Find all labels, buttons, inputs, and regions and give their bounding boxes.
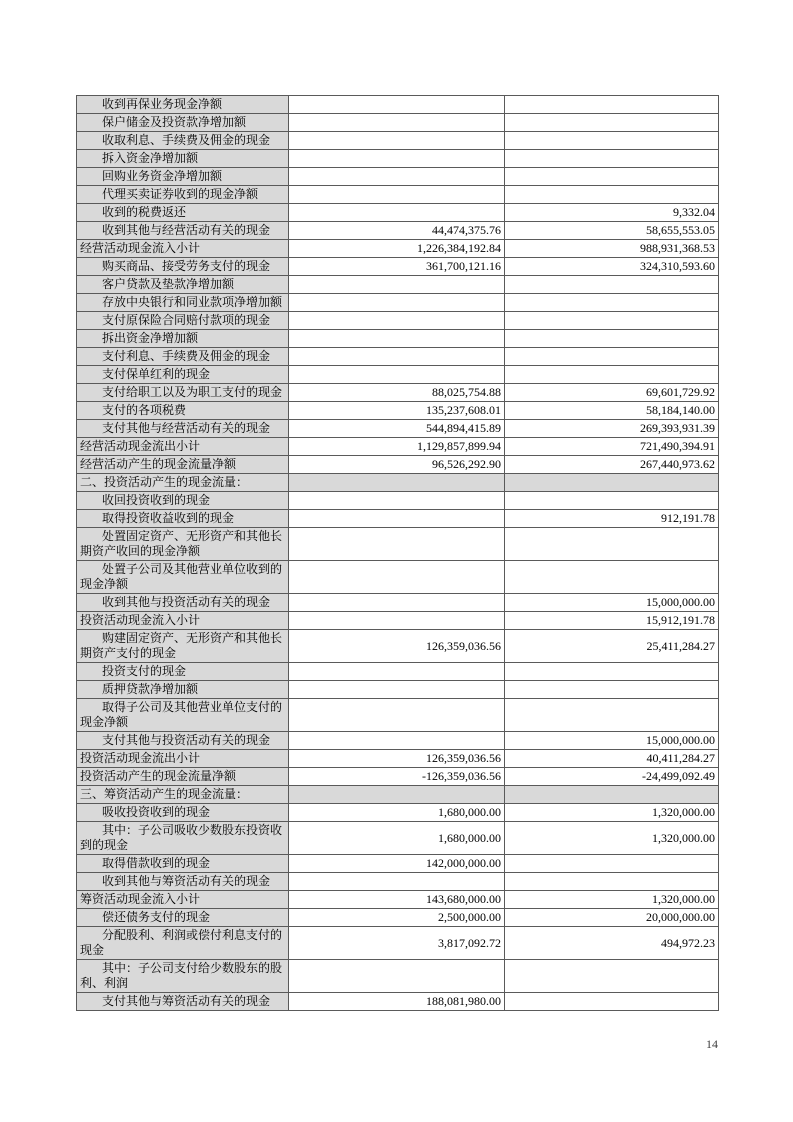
value-cell-col1 [289,873,505,891]
row-label-cell: 经营活动产生的现金流量净额 [77,456,289,474]
value-cell-col2: 721,490,394.91 [505,438,719,456]
table-row [77,927,719,960]
value-cell-col2: -24,499,092.49 [505,768,719,786]
row-label-cell: 收到的税费返还 [77,204,289,222]
value-cell-col2 [505,366,719,384]
row-label-cell: 投资支付的现金 [77,663,289,681]
table-row [77,630,719,663]
row-label-cell: 投资活动产生的现金流量净额 [77,768,289,786]
table-row [77,150,719,168]
row-label-cell: 分配股利、利润或偿付利息支付的现金 [77,927,289,960]
value-cell-col1: 44,474,375.76 [289,222,505,240]
value-cell-col2: 15,912,191.78 [505,612,719,630]
value-cell-col2: 58,655,553.05 [505,222,719,240]
row-label-cell: 支付的各项税费 [77,402,289,420]
value-cell-col2 [505,330,719,348]
row-label-cell: 收到其他与投资活动有关的现金 [77,594,289,612]
value-cell-col1: 96,526,292.90 [289,456,505,474]
row-label-cell: 支付其他与经营活动有关的现金 [77,420,289,438]
value-cell-col2 [505,168,719,186]
table-row [77,186,719,204]
table-row [77,330,719,348]
row-label-cell: 购建固定资产、无形资产和其他长期资产支付的现金 [77,630,289,663]
value-cell-col1: 1,680,000.00 [289,822,505,855]
row-label-cell: 收到其他与筹资活动有关的现金 [77,873,289,891]
value-cell-col1: 135,237,608.01 [289,402,505,420]
table-row [77,663,719,681]
value-cell-col1 [289,561,505,594]
table-row [77,132,719,150]
value-cell-col1: 361,700,121.16 [289,258,505,276]
row-label-cell: 收回投资收到的现金 [77,492,289,510]
row-label-cell: 代理买卖证券收到的现金净额 [77,186,289,204]
table-row [77,258,719,276]
value-cell-col2: 988,931,368.53 [505,240,719,258]
table-row [77,384,719,402]
row-label-cell: 经营活动现金流入小计 [77,240,289,258]
value-cell-col2 [505,150,719,168]
value-cell-col2: 25,411,284.27 [505,630,719,663]
row-label-cell: 偿还债务支付的现金 [77,909,289,927]
value-cell-col1 [289,612,505,630]
table-row [77,312,719,330]
value-cell-col2 [505,855,719,873]
value-cell-col2 [505,663,719,681]
value-cell-col2 [505,561,719,594]
value-cell-col1: -126,359,036.56 [289,768,505,786]
row-label-cell: 拆入资金净增加额 [77,150,289,168]
table-row [77,510,719,528]
value-cell-col1 [289,96,505,114]
value-cell-col1 [289,168,505,186]
value-cell-col1 [289,699,505,732]
table-row [77,348,719,366]
value-cell-col2 [505,312,719,330]
row-label-cell: 处置固定资产、无形资产和其他长期资产收回的现金净额 [77,528,289,561]
value-cell-col1: 188,081,980.00 [289,993,505,1011]
section-header-row [77,474,719,492]
value-cell-col1 [289,510,505,528]
table-row [77,528,719,561]
value-cell-col2: 15,000,000.00 [505,594,719,612]
value-cell-col2 [505,276,719,294]
table-row [77,96,719,114]
cash-flow-statement-table [76,95,719,1011]
table-row [77,699,719,732]
table-row [77,294,719,312]
row-label-cell: 拆出资金净增加额 [77,330,289,348]
table-row [77,594,719,612]
value-cell-col2: 69,601,729.92 [505,384,719,402]
value-cell-col1 [289,114,505,132]
value-cell-col1 [289,186,505,204]
value-cell-col1 [289,492,505,510]
value-cell-col2: 912,191.78 [505,510,719,528]
value-cell-col1: 1,226,384,192.84 [289,240,505,258]
table-row [77,681,719,699]
table-row [77,276,719,294]
row-label-cell: 支付给职工以及为职工支付的现金 [77,384,289,402]
value-cell-col1: 143,680,000.00 [289,891,505,909]
value-cell-col2 [505,681,719,699]
value-cell-col1 [289,204,505,222]
value-cell-col1 [289,786,505,804]
table-row [77,993,719,1011]
table-row [77,456,719,474]
value-cell-col1: 88,025,754.88 [289,384,505,402]
value-cell-col2 [505,528,719,561]
value-cell-col1 [289,594,505,612]
row-label-cell: 支付其他与投资活动有关的现金 [77,732,289,750]
row-label-cell: 购买商品、接受劳务支付的现金 [77,258,289,276]
value-cell-col2 [505,993,719,1011]
row-label-cell: 取得投资收益收到的现金 [77,510,289,528]
value-cell-col2 [505,786,719,804]
table-row [77,240,719,258]
table-row [77,855,719,873]
table-row [77,768,719,786]
row-label-cell: 筹资活动现金流入小计 [77,891,289,909]
value-cell-col2: 1,320,000.00 [505,804,719,822]
row-label-cell: 经营活动现金流出小计 [77,438,289,456]
row-label-cell: 二、投资活动产生的现金流量： [77,474,289,492]
value-cell-col1 [289,960,505,993]
value-cell-col2: 20,000,000.00 [505,909,719,927]
value-cell-col1 [289,732,505,750]
value-cell-col2 [505,492,719,510]
row-label-cell: 投资活动现金流入小计 [77,612,289,630]
table-row [77,891,719,909]
row-label-cell: 收取利息、手续费及佣金的现金 [77,132,289,150]
table-row [77,873,719,891]
table-row [77,732,719,750]
value-cell-col2: 1,320,000.00 [505,891,719,909]
value-cell-col1: 1,680,000.00 [289,804,505,822]
row-label-cell: 取得子公司及其他营业单位支付的现金净额 [77,699,289,732]
value-cell-col2 [505,294,719,312]
table-row [77,822,719,855]
value-cell-col2 [505,348,719,366]
value-cell-col2: 494,972.23 [505,927,719,960]
row-label-cell: 收到再保业务现金净额 [77,96,289,114]
value-cell-col1: 1,129,857,899.94 [289,438,505,456]
table-row [77,402,719,420]
row-label-cell: 存放中央银行和同业款项净增加额 [77,294,289,312]
table-row [77,420,719,438]
table-row [77,492,719,510]
value-cell-col2: 269,393,931.39 [505,420,719,438]
row-label-cell: 三、筹资活动产生的现金流量： [77,786,289,804]
value-cell-col2 [505,186,719,204]
row-label-cell: 回购业务资金净增加额 [77,168,289,186]
value-cell-col2: 58,184,140.00 [505,402,719,420]
value-cell-col1 [289,330,505,348]
table-row [77,909,719,927]
table-row [77,960,719,993]
value-cell-col1 [289,474,505,492]
table-row [77,612,719,630]
row-label-cell: 质押贷款净增加额 [77,681,289,699]
value-cell-col1 [289,366,505,384]
value-cell-col2 [505,132,719,150]
value-cell-col1: 126,359,036.56 [289,630,505,663]
row-label-cell: 支付保单红利的现金 [77,366,289,384]
table-row [77,114,719,132]
table-row [77,804,719,822]
table-row [77,366,719,384]
page-number: 14 [706,1037,718,1051]
row-label-cell: 支付其他与筹资活动有关的现金 [77,993,289,1011]
value-cell-col1 [289,663,505,681]
row-label-cell: 客户贷款及垫款净增加额 [77,276,289,294]
value-cell-col1 [289,681,505,699]
value-cell-col2: 267,440,973.62 [505,456,719,474]
row-label-cell: 其中：子公司支付给少数股东的股利、利润 [77,960,289,993]
table-row [77,222,719,240]
value-cell-col1 [289,132,505,150]
cash-flow-table-body [77,96,719,1011]
row-label-cell: 取得借款收到的现金 [77,855,289,873]
value-cell-col2 [505,873,719,891]
value-cell-col2 [505,699,719,732]
value-cell-col2 [505,474,719,492]
section-header-row [77,786,719,804]
row-label-cell: 支付利息、手续费及佣金的现金 [77,348,289,366]
value-cell-col2: 1,320,000.00 [505,822,719,855]
value-cell-col2: 324,310,593.60 [505,258,719,276]
table-row [77,168,719,186]
table-row [77,750,719,768]
value-cell-col2: 9,332.04 [505,204,719,222]
table-row [77,438,719,456]
value-cell-col2: 40,411,284.27 [505,750,719,768]
value-cell-col2 [505,960,719,993]
row-label-cell: 收到其他与经营活动有关的现金 [77,222,289,240]
value-cell-col1 [289,150,505,168]
table-row [77,204,719,222]
value-cell-col1 [289,528,505,561]
value-cell-col1 [289,312,505,330]
value-cell-col1: 142,000,000.00 [289,855,505,873]
value-cell-col1: 126,359,036.56 [289,750,505,768]
row-label-cell: 处置子公司及其他营业单位收到的现金净额 [77,561,289,594]
value-cell-col1 [289,294,505,312]
row-label-cell: 保户储金及投资款净增加额 [77,114,289,132]
row-label-cell: 支付原保险合同赔付款项的现金 [77,312,289,330]
value-cell-col2: 15,000,000.00 [505,732,719,750]
row-label-cell: 吸收投资收到的现金 [77,804,289,822]
value-cell-col1 [289,276,505,294]
value-cell-col2 [505,114,719,132]
row-label-cell: 其中：子公司吸收少数股东投资收到的现金 [77,822,289,855]
value-cell-col1: 3,817,092.72 [289,927,505,960]
value-cell-col1: 544,894,415.89 [289,420,505,438]
value-cell-col1: 2,500,000.00 [289,909,505,927]
row-label-cell: 投资活动现金流出小计 [77,750,289,768]
value-cell-col1 [289,348,505,366]
table-row [77,561,719,594]
value-cell-col2 [505,96,719,114]
